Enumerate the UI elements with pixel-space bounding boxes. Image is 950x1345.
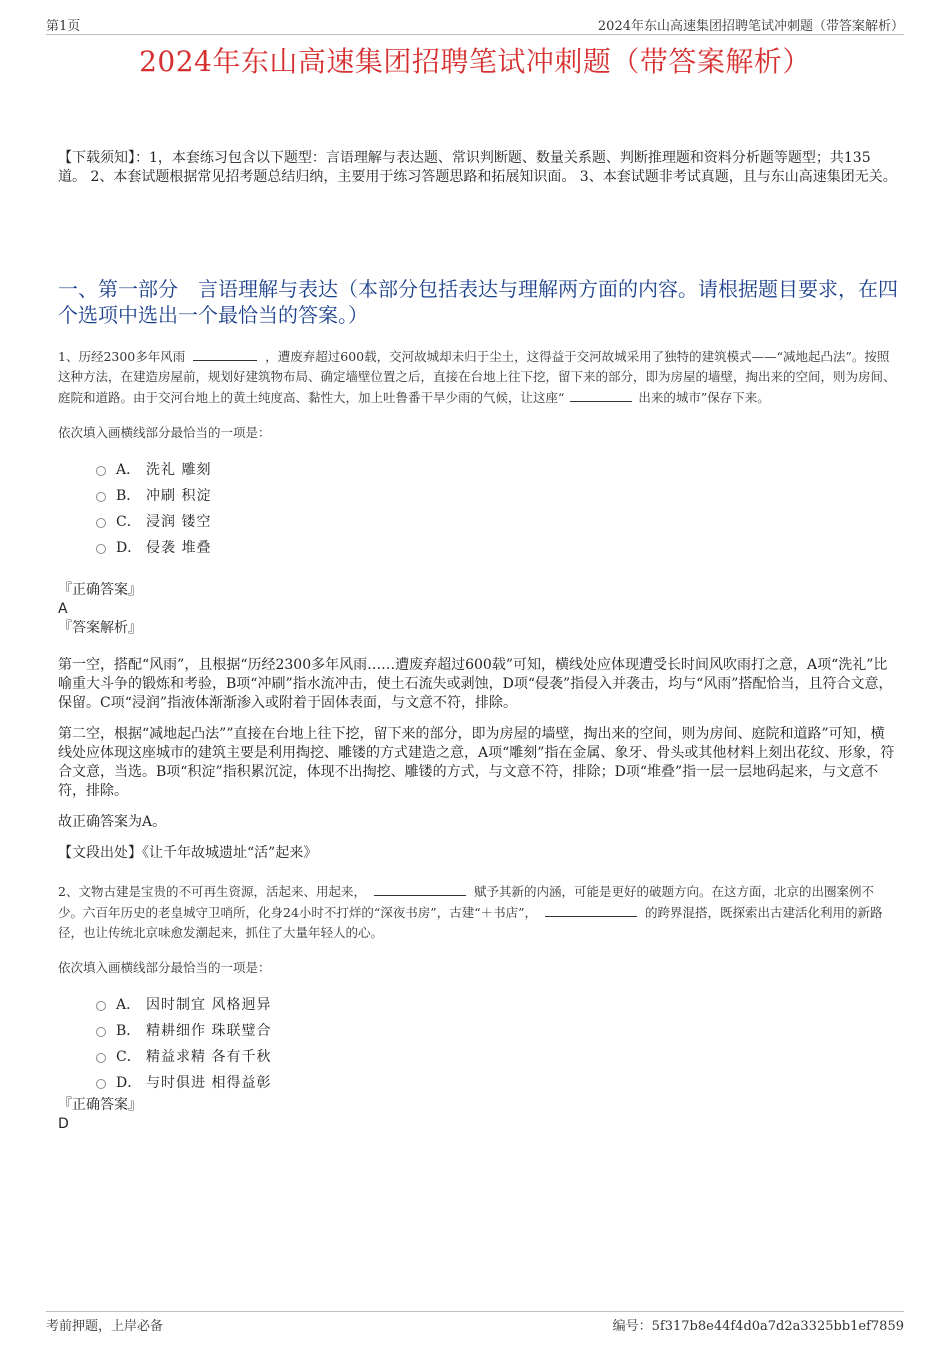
option-c[interactable] [96,1043,898,1069]
stem-text-part-2: 赋予其新的内涵，可能是更好的破题方向。在这方面，北京的出圈案例不少。六百年历史的老皇城守卫哨所，化身24小时不打烊的“深夜书房”，古建“＋书店”， [58,884,874,920]
analysis-label: 『答案解析』 [58,620,142,636]
option-b[interactable] [96,1017,898,1043]
option-list [58,456,898,560]
header-doc-title: 2024年东山高速集团招聘笔试冲刺题（带答案解析） [597,18,904,34]
radio-icon[interactable] [96,1001,106,1011]
download-notice: 【下载须知】：1，本套练习包含以下题型：言语理解与表达题、常识判断题、数量关系题、判断推理题和资料分析题等题型；共135道。 2、本套试题根据常见招考题总结归纳，主要用于练习答题思路和拓展知识面。 3、本套试题非考试真题，且与东山高速集团无关。 [58,150,897,185]
stem-text-part-3: 出来的城市”保存下来。 [638,390,770,405]
document-id: 编号：5f317b8e44f4d0a7d2a3325bb1ef7859 [612,1319,904,1334]
option-text: 浸润 镂空 [146,514,212,530]
page-number: 第1页 [46,18,81,34]
radio-icon[interactable] [96,1079,106,1089]
stem-text-part-3: 的跨界混搭，既探索出古建活化利用的新路径，也让传统北京味愈发潮起来，抓住了大量年轻人的心。 [58,905,883,940]
question-2-answer-block [58,1096,898,1134]
answer-label: 『正确答案』 [58,1097,142,1113]
radio-icon[interactable] [96,466,106,476]
option-text: 精益求精 各有千秋 [146,1049,272,1065]
page-title: 2024年东山高速集团招聘笔试冲刺题（带答案解析） [139,45,811,78]
fill-blank-1 [374,881,466,896]
option-b[interactable] [96,482,898,508]
correct-answer: A [58,601,68,617]
analysis-paragraph: 第一空，搭配“风雨”，且根据“历经2300多年风雨……遭废弃超过600载”可知，横线处应体现遭受长时间风吹雨打之意，A项“洗礼”比喻重大斗争的锻炼和考验，B项“冲刷”指水流冲击，使土石流失或剥蚀，D项“侵袭”指侵入并袭击，均与“风雨”搭配恰当，且符合文意，保留。C项“浸润”指液体渐渐渗入或附着于固体表面，与文意不符，排除。 [58,657,893,711]
option-letter: A． [116,997,141,1013]
option-text: 与时俱进 相得益彰 [146,1075,272,1091]
question-1-analysis [58,656,898,863]
question-prompt: 依次填入画横线部分最恰当的一项是： [58,960,271,975]
option-d[interactable] [96,534,898,560]
option-a[interactable] [96,991,898,1017]
option-text: 因时制宜 风格迥异 [146,997,272,1013]
option-text: 冲刷 积淀 [146,488,212,504]
option-text: 精耕细作 珠联璧合 [146,1023,272,1039]
running-footer [46,1311,904,1334]
answer-label: 『正确答案』 [58,582,142,598]
option-letter: D． [116,1075,142,1091]
radio-icon[interactable] [96,1053,106,1063]
question-stem [58,346,898,408]
option-list [58,991,898,1095]
option-letter: C． [116,514,141,530]
option-d[interactable] [96,1069,898,1095]
footer-slogan: 考前押题，上岸必备 [46,1319,164,1334]
radio-icon[interactable] [96,544,106,554]
fill-blank-2 [545,902,637,917]
fill-blank-1 [193,346,257,361]
question-1-answer-block [58,581,898,638]
running-header [46,14,904,35]
stem-text-part-1: 2、文物古建是宝贵的不可再生资源，活起来、用起来， [58,884,366,899]
stem-text-part-1: 1、历经2300多年风雨 [58,349,186,364]
option-text: 洗礼 雕刻 [146,462,212,478]
option-letter: D． [116,540,142,556]
option-letter: B． [116,1023,141,1039]
correct-answer: D [58,1116,69,1132]
radio-icon[interactable] [96,1027,106,1037]
analysis-paragraph: 第二空，根据“减地起凸法””直接在台地上往下挖，留下来的部分，即为房屋的墙壁，掏出来的空间，则为房间、庭院和道路”可知，横线处应体现这座城市的建筑主要是利用掏挖、雕镂的方式建造之意，A项“雕刻”指在金属、象牙、骨头或其他材料上刻出花纹、形象，符合文意，当选。B项“积淀”指积累沉淀，体现不出掏挖、雕镂的方式，与文意不符，排除；D项“堆叠”指一层一层地码起来，与文意不符，排除。 [58,726,895,799]
section-heading: 一、第一部分 言语理解与表达（本部分包括表达与理解两方面的内容。请根据题目要求，在四个选项中选出一个最恰当的答案。） [58,277,898,327]
text-source: 【文段出处】《让千年故城遗址“活”起来》 [58,845,318,861]
radio-icon[interactable] [96,518,106,528]
option-text: 侵袭 堆叠 [146,540,212,556]
question-1 [58,346,898,560]
option-a[interactable] [96,456,898,482]
question-stem [58,881,898,943]
option-letter: A． [116,462,141,478]
stem-text-part-2: ，遭废弃超过600载，交河故城却未归于尘土，这得益于交河故城采用了独特的建筑模式——“减地起凸法”。按照这种方法，在建造房屋前，规划好建筑物布局、确定墙壁位置之后，直接在台地上往下挖，留下来的部分，即为房屋的墙壁，掏出来的空间，则为房间、庭院和道路。由于交河台地上的黄土纯度高、黏性大，加上吐鲁番干旱少雨的气候，让这座“ [58,349,896,405]
fill-blank-2 [570,387,632,402]
analysis-paragraph: 故正确答案为A。 [58,814,167,830]
option-letter: C． [116,1049,141,1065]
option-c[interactable] [96,508,898,534]
option-letter: B． [116,488,141,504]
question-prompt: 依次填入画横线部分最恰当的一项是： [58,425,271,440]
radio-icon[interactable] [96,492,106,502]
question-2 [58,881,898,1095]
